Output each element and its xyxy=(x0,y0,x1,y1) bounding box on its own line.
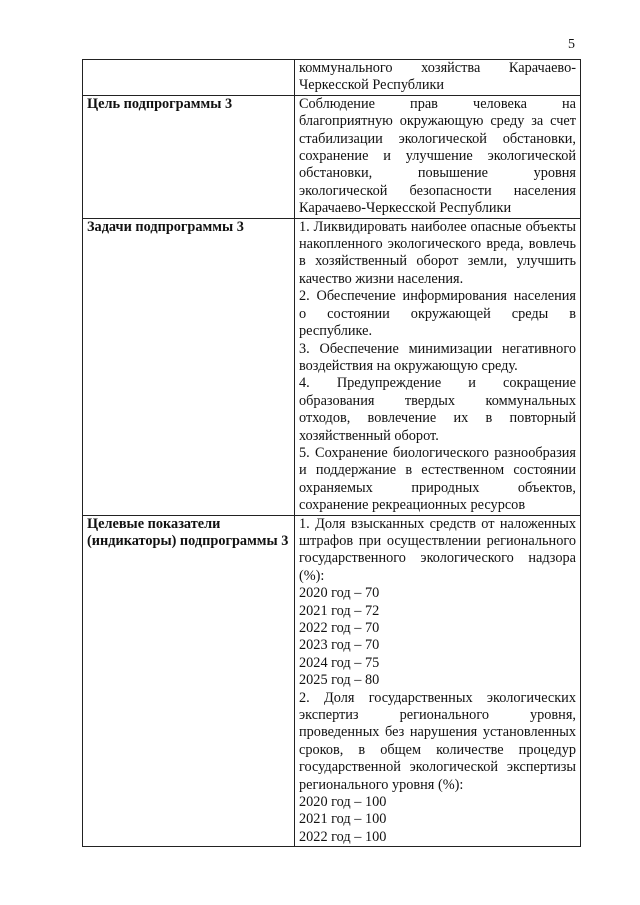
year-value: 2024 год – 75 xyxy=(299,654,380,671)
page-number: 5 xyxy=(568,37,575,52)
row-label: Целевые показатели (индикаторы) подпрограммы 3 xyxy=(83,515,295,847)
table-row xyxy=(83,60,581,96)
year-value: 2021 год – 72 xyxy=(299,602,380,619)
year-value: 2022 год – 70 xyxy=(299,620,380,636)
year-value: 2021 год – 100 xyxy=(299,811,387,828)
row-content xyxy=(295,95,581,218)
paragraph: коммунального хозяйства Карачаево-Черкесской Республики xyxy=(299,60,576,94)
paragraph: 2. Доля государственных экологических экспертиз регионального уровня, проведенных без нарушения установленных сроков, в общем количестве процедур государственной экологической экспертизы регионального уровня (%): xyxy=(299,689,576,793)
paragraph: 1. Доля взысканных средств от наложенных штрафов при осуществлении регионального государственного экологического надзора (%): xyxy=(299,515,576,584)
row-label: Задачи подпрограммы 3 xyxy=(83,218,295,515)
year-value: 2020 год – 70 xyxy=(299,585,380,602)
row-content xyxy=(295,515,581,847)
year-value: 2020 год – 100 xyxy=(299,794,387,811)
paragraph: Соблюдение прав человека на благоприятную окружающую среду за счет стабилизации экологической обстановки, сохранение и улучшение экологической обстановки, повышение уровня экологической безопасности населения Карачаево-Черкесской Республики xyxy=(299,95,576,217)
row-label: Цель подпрограммы 3 xyxy=(83,95,295,218)
row-label xyxy=(83,60,295,96)
row-content xyxy=(295,218,581,515)
row-content xyxy=(295,60,581,96)
table-row xyxy=(83,218,581,515)
year-value: 2025 год – 80 xyxy=(299,672,380,689)
table-row xyxy=(83,515,581,847)
paragraph: 5. Сохранение биологического разнообразия и поддержание в естественном состоянии охраняемых природных объектов, сохранение рекреационных ресурсов xyxy=(299,444,576,514)
passport-table xyxy=(82,59,581,847)
paragraph: 4. Предупреждение и сокращение образования твердых коммунальных отходов, вовлечение их в повторный хозяйственный оборот. xyxy=(299,375,576,444)
paragraph: 2. Обеспечение информирования населения о состоянии окружающей среды в республике. xyxy=(299,288,576,340)
paragraph: 3. Обеспечение минимизации негативного воздействия на окружающую среду. xyxy=(299,340,576,374)
paragraph: 1. Ликвидировать наиболее опасные объекты накопленного экологического вреда, вовлечь в хозяйственный оборот земли, улучшить качество жизни населения. xyxy=(299,218,576,287)
year-value: 2023 год – 70 xyxy=(299,637,380,654)
year-value: 2022 год – 100 xyxy=(299,828,387,845)
table-row xyxy=(83,95,581,218)
